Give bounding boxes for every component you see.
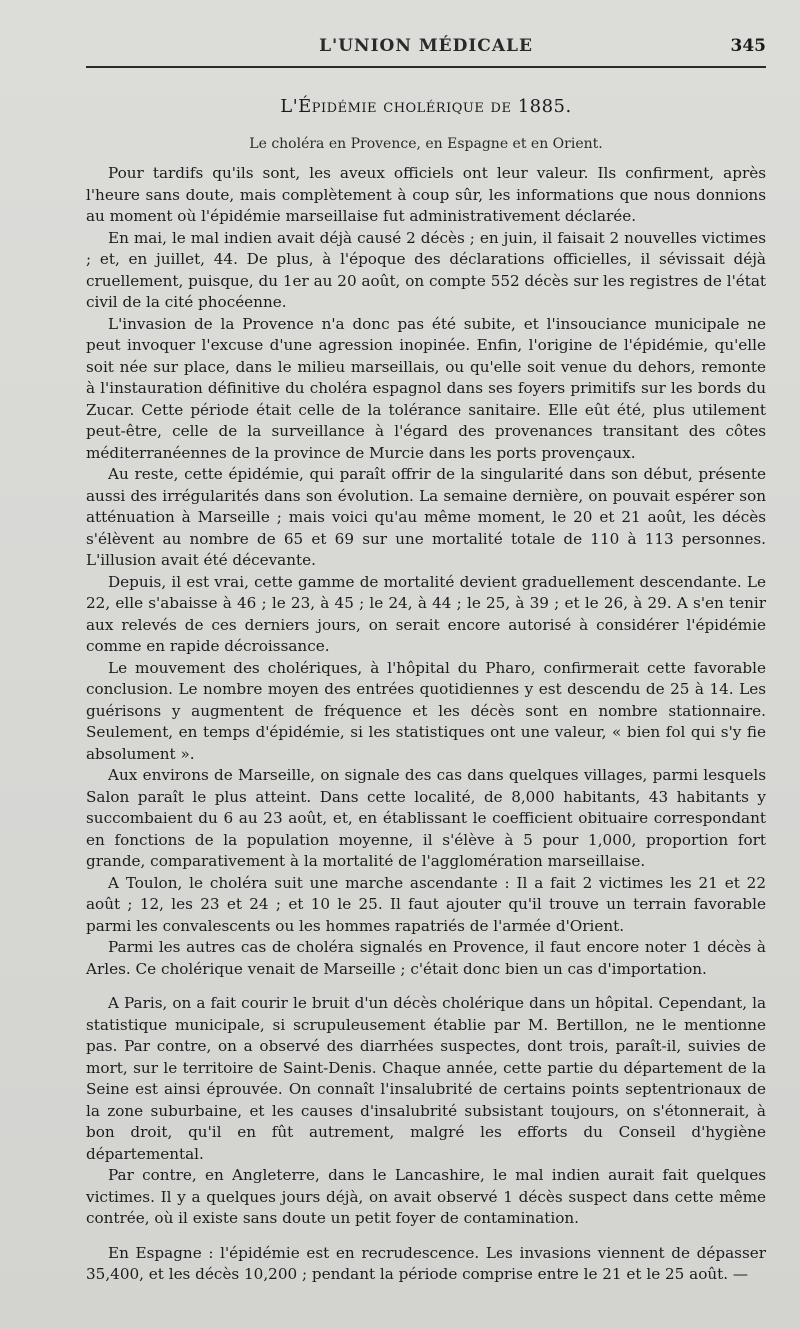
running-head bbox=[86, 36, 766, 60]
paragraph: A Paris, on a fait courir le bruit d'un décès cholérique dans un hôpital. Cependant, la statistique municipale, si scrupuleusement établie par M. Bertillon, ne le mentionne pas. Par contre, on a observé des diarrhées suspectes, dont trois, paraît-il, suivies de mort, sur le territoire de Saint-Denis. Chaque année, cette partie du département de la Seine est ainsi éprouvée. On connaît l'insalubrité de certains points septentrionaux de la zone suburbaine, et les causes d'insalubrité subsistant toujours, on s'étonnerait, à bon droit, qu'il en fût autrement, malgré les efforts du Conseil d'hygiène départemental. bbox=[86, 994, 766, 1163]
paragraph: Au reste, cette épidémie, qui paraît offrir de la singularité dans son début, présente aussi des irrégularités dans son évolution. La semaine dernière, on pouvait espérer son atténuation à Marseille ; mais voici qu'au même moment, le 20 et 21 août, les décès s'élèvent au nombre de 65 et 69 sur une mortalité totale de 110 à 113 personnes. L'illusion avait été décevante. bbox=[86, 465, 766, 569]
article-title: L'Épidémie cholérique de 1885. bbox=[280, 96, 572, 117]
article-body bbox=[86, 163, 766, 1286]
paragraph: Le mouvement des cholériques, à l'hôpital du Pharo, confirmerait cette favorable conclusion. Le nombre moyen des entrées quotidiennes y est descendu de 25 à 14. Les guérisons y augmentent de fréquence et les décès sont en nombre stationnaire. Seulement, en temps d'épidémie, si les statistiques ont une valeur, « bien fol qui s'y fie absolument ». bbox=[86, 658, 766, 763]
paragraph: Depuis, il est vrai, cette gamme de mortalité devient graduellement descendante. Le 22, elle s'abaisse à 46 ; le 23, à 45 ; le 24, à 44 ; le 25, à 39 ; et le 26, à 29. A s'en tenir aux relevés de ces derniers jours, on serait encore autorisé à considérer l'épidémie comme en rapide décroissance. bbox=[86, 572, 766, 655]
paragraph: Aux environs de Marseille, on signale des cas dans quelques villages, parmi lesquels Salon paraît le plus atteint. Dans cette localité, de 8,000 habitants, 43 habitants y succombaient du 6 au 23 août, et, en établissant le coefficient obituaire correspondant en fonctions de la population moyenne, il s'élève à 5 pour 1,000, proportion fort grande, comparativement à la mortalité de l'agglomération marseillaise. bbox=[86, 766, 766, 870]
paragraph: Par contre, en Angleterre, dans le Lancashire, le mal indien aurait fait quelques victimes. Il y a quelques jours déjà, on avait observé 1 décès suspect dans cette même contrée, où il existe sans doute un petit foyer de contamination. bbox=[86, 1166, 766, 1227]
paragraph: Parmi les autres cas de choléra signalés en Provence, il faut encore noter 1 décès à Arles. Ce cholérique venait de Marseille ; c'était donc bien un cas d'importation. bbox=[86, 938, 766, 978]
paragraph: En mai, le mal indien avait déjà causé 2 décès ; en juin, il faisait 2 nouvelles victimes ; et, en juillet, 44. De plus, à l'époque des déclarations officielles, il sévissait déjà cruellement, puisque, du 1er au 20 août, on compte 552 décès sur les registres de l'état civil de la cité phocéenne. bbox=[86, 228, 766, 311]
paragraph: A Toulon, le choléra suit une marche ascendante : Il a fait 2 victimes les 21 et 22 août ; 12, les 23 et 24 ; et 10 le 25. Il faut ajouter qu'il trouve un terrain favorable parmi les convalescents ou les hommes rapatriés de l'armée d'Orient. bbox=[86, 873, 766, 935]
page-number: 345 bbox=[730, 36, 766, 56]
running-title: L'UNION MÉDICALE bbox=[319, 36, 533, 56]
article-subtitle: Le choléra en Provence, en Espagne et en Orient. bbox=[249, 136, 603, 152]
paragraph: En Espagne : l'épidémie est en recrudescence. Les invasions viennent de dépasser 35,400, et les décès 10,200 ; pendant la période comprise entre le 21 et le 25 août. — bbox=[86, 1243, 766, 1283]
paragraph: Pour tardifs qu'ils sont, les aveux officiels ont leur valeur. Ils confirment, après l'heure sans doute, mais complètement à coup sûr, les informations que nous donnions au moment où l'épidémie marseillaise fut administrativement déclarée. bbox=[86, 164, 766, 225]
paragraph: L'invasion de la Provence n'a donc pas été subite, et l'insouciance municipale ne peut invoquer l'excuse d'une agression inopinée. Enfin, l'origine de l'épidémie, qu'elle soit née sur place, dans le milieu marseillais, ou qu'elle soit venue du dehors, remonte à l'instauration définitive du choléra espagnol dans ses foyers primitifs sur les bords du Zucar. Cette période était celle de la tolérance sanitaire. Elle eût été, plus utilement peut-être, celle de la surveillance à l'égard des provenances transitant des côtes méditerranéennes de la province de Murcie dans les ports provençaux. bbox=[86, 314, 766, 462]
header-rule bbox=[86, 66, 766, 68]
